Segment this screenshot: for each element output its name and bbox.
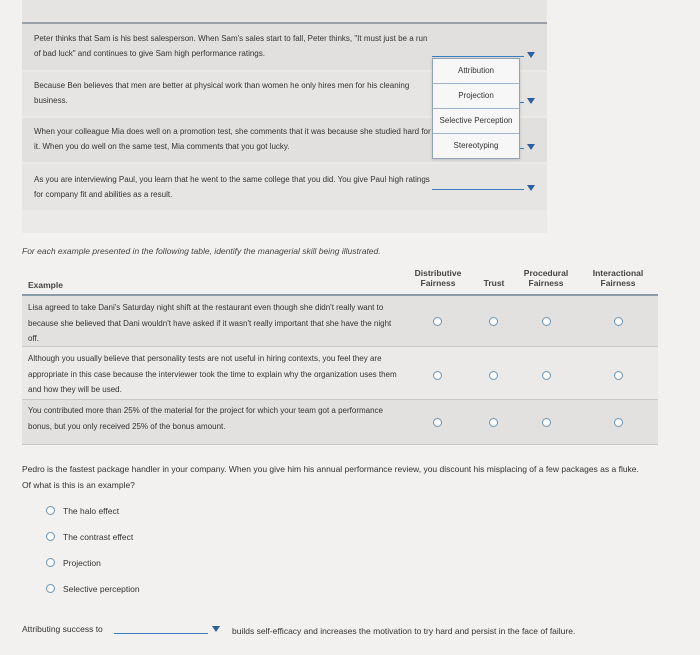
option-label: The contrast effect (63, 532, 134, 542)
dropdown-option-stereotyping[interactable]: Stereotyping (453, 141, 499, 150)
radio-procedural[interactable] (542, 371, 551, 380)
chevron-down-icon[interactable] (527, 52, 535, 58)
fill-in-suffix: builds self-efficacy and increases the motivation to try hard and persist in the face of failure. (232, 626, 576, 636)
scenario-text: When your colleague Mia does well on a promotion test, she comments that it was because she studied hard for it. When you do well on the same test, Mia comments that you got lucky. (34, 127, 431, 151)
column-header-example: Example (28, 280, 63, 290)
example-text: Lisa agreed to take Dani's Saturday night shift at the restaurant even though she didn't really want to because she believed that Dani wouldn't have asked if it wasn't really important that she have the night off. (28, 303, 392, 343)
column-header-interactional: Interactional Fairness (592, 268, 644, 288)
question-text: Pedro is the fastest package handler in your company. When you give him his annual performance review, you discount his misplacing of a few packages as a fluke. Of what is this is an example? (22, 464, 639, 490)
option-label: The halo effect (63, 506, 120, 516)
table-row (22, 347, 658, 400)
fill-in-dropdown[interactable] (114, 633, 208, 634)
dropdown-option-selective-perception[interactable]: Selective Perception (433, 109, 519, 134)
radio-trust[interactable] (489, 371, 498, 380)
radio-interactional[interactable] (614, 317, 623, 326)
table-row (22, 400, 658, 445)
radio-button[interactable] (46, 558, 55, 567)
scenario-row (22, 164, 547, 210)
example-text: Although you usually believe that personality tests are not useful in hiring contexts, you feel they are appropriate in this case because the interviewer took the time to explain why the organization uses them and how they will be used. (28, 354, 397, 394)
answer-option[interactable] (46, 532, 133, 542)
column-header-procedural: Procedural Fairness (523, 268, 569, 288)
column-header-trust: Trust (483, 278, 505, 288)
radio-distributive[interactable] (433, 317, 442, 326)
radio-procedural[interactable] (542, 317, 551, 326)
option-label: Selective perception (63, 584, 140, 594)
radio-distributive[interactable] (433, 418, 442, 427)
chevron-down-icon[interactable] (527, 185, 535, 191)
radio-trust[interactable] (489, 317, 498, 326)
scenario-dropdown-1[interactable] (432, 56, 524, 57)
instructions: For each example presented in the following table, identify the managerial skill being illustrated. (22, 246, 381, 256)
table-row (22, 296, 658, 347)
scenario-table-header (22, 0, 547, 24)
chevron-down-icon[interactable] (527, 98, 535, 104)
example-text: You contributed more than 25% of the material for the project for which your team got a performance bonus, but you only received 25% of the bonus amount. (28, 406, 384, 431)
dropdown-option-attribution[interactable]: Attribution (433, 59, 519, 84)
option-label: Projection (63, 558, 101, 568)
dropdown-option-projection[interactable]: Projection (433, 84, 519, 109)
radio-button[interactable] (46, 506, 55, 515)
table-header (22, 262, 658, 296)
answer-option[interactable] (46, 584, 140, 594)
fill-in-prefix: Attributing success to (22, 624, 103, 634)
scenario-text: Peter thinks that Sam is his best salesperson. When Sam's sales start to fall, Peter thinks, "It must just be a run of bad luck" and continues to give Sam high performance ratings. (34, 34, 428, 58)
chevron-down-icon[interactable] (527, 144, 535, 150)
radio-interactional[interactable] (614, 371, 623, 380)
fairness-table (22, 262, 658, 444)
radio-button[interactable] (46, 532, 55, 541)
scenario-text: As you are interviewing Paul, you learn that he went to the same college that you did. You give Paul high ratings for company fit and abilities as a result. (34, 175, 430, 199)
scenario-text: Because Ben believes that men are better at physical work than women he only hires men for his cleaning business. (34, 81, 410, 105)
column-header-distributive: Distributive Fairness (414, 268, 462, 288)
radio-trust[interactable] (489, 418, 498, 427)
radio-button[interactable] (46, 584, 55, 593)
radio-procedural[interactable] (542, 418, 551, 427)
radio-distributive[interactable] (433, 371, 442, 380)
dropdown-menu (432, 58, 520, 159)
radio-interactional[interactable] (614, 418, 623, 427)
scenario-dropdown-4[interactable] (432, 189, 524, 190)
answer-option[interactable] (46, 506, 119, 516)
chevron-down-icon[interactable] (212, 626, 220, 632)
answer-option[interactable] (46, 558, 101, 568)
